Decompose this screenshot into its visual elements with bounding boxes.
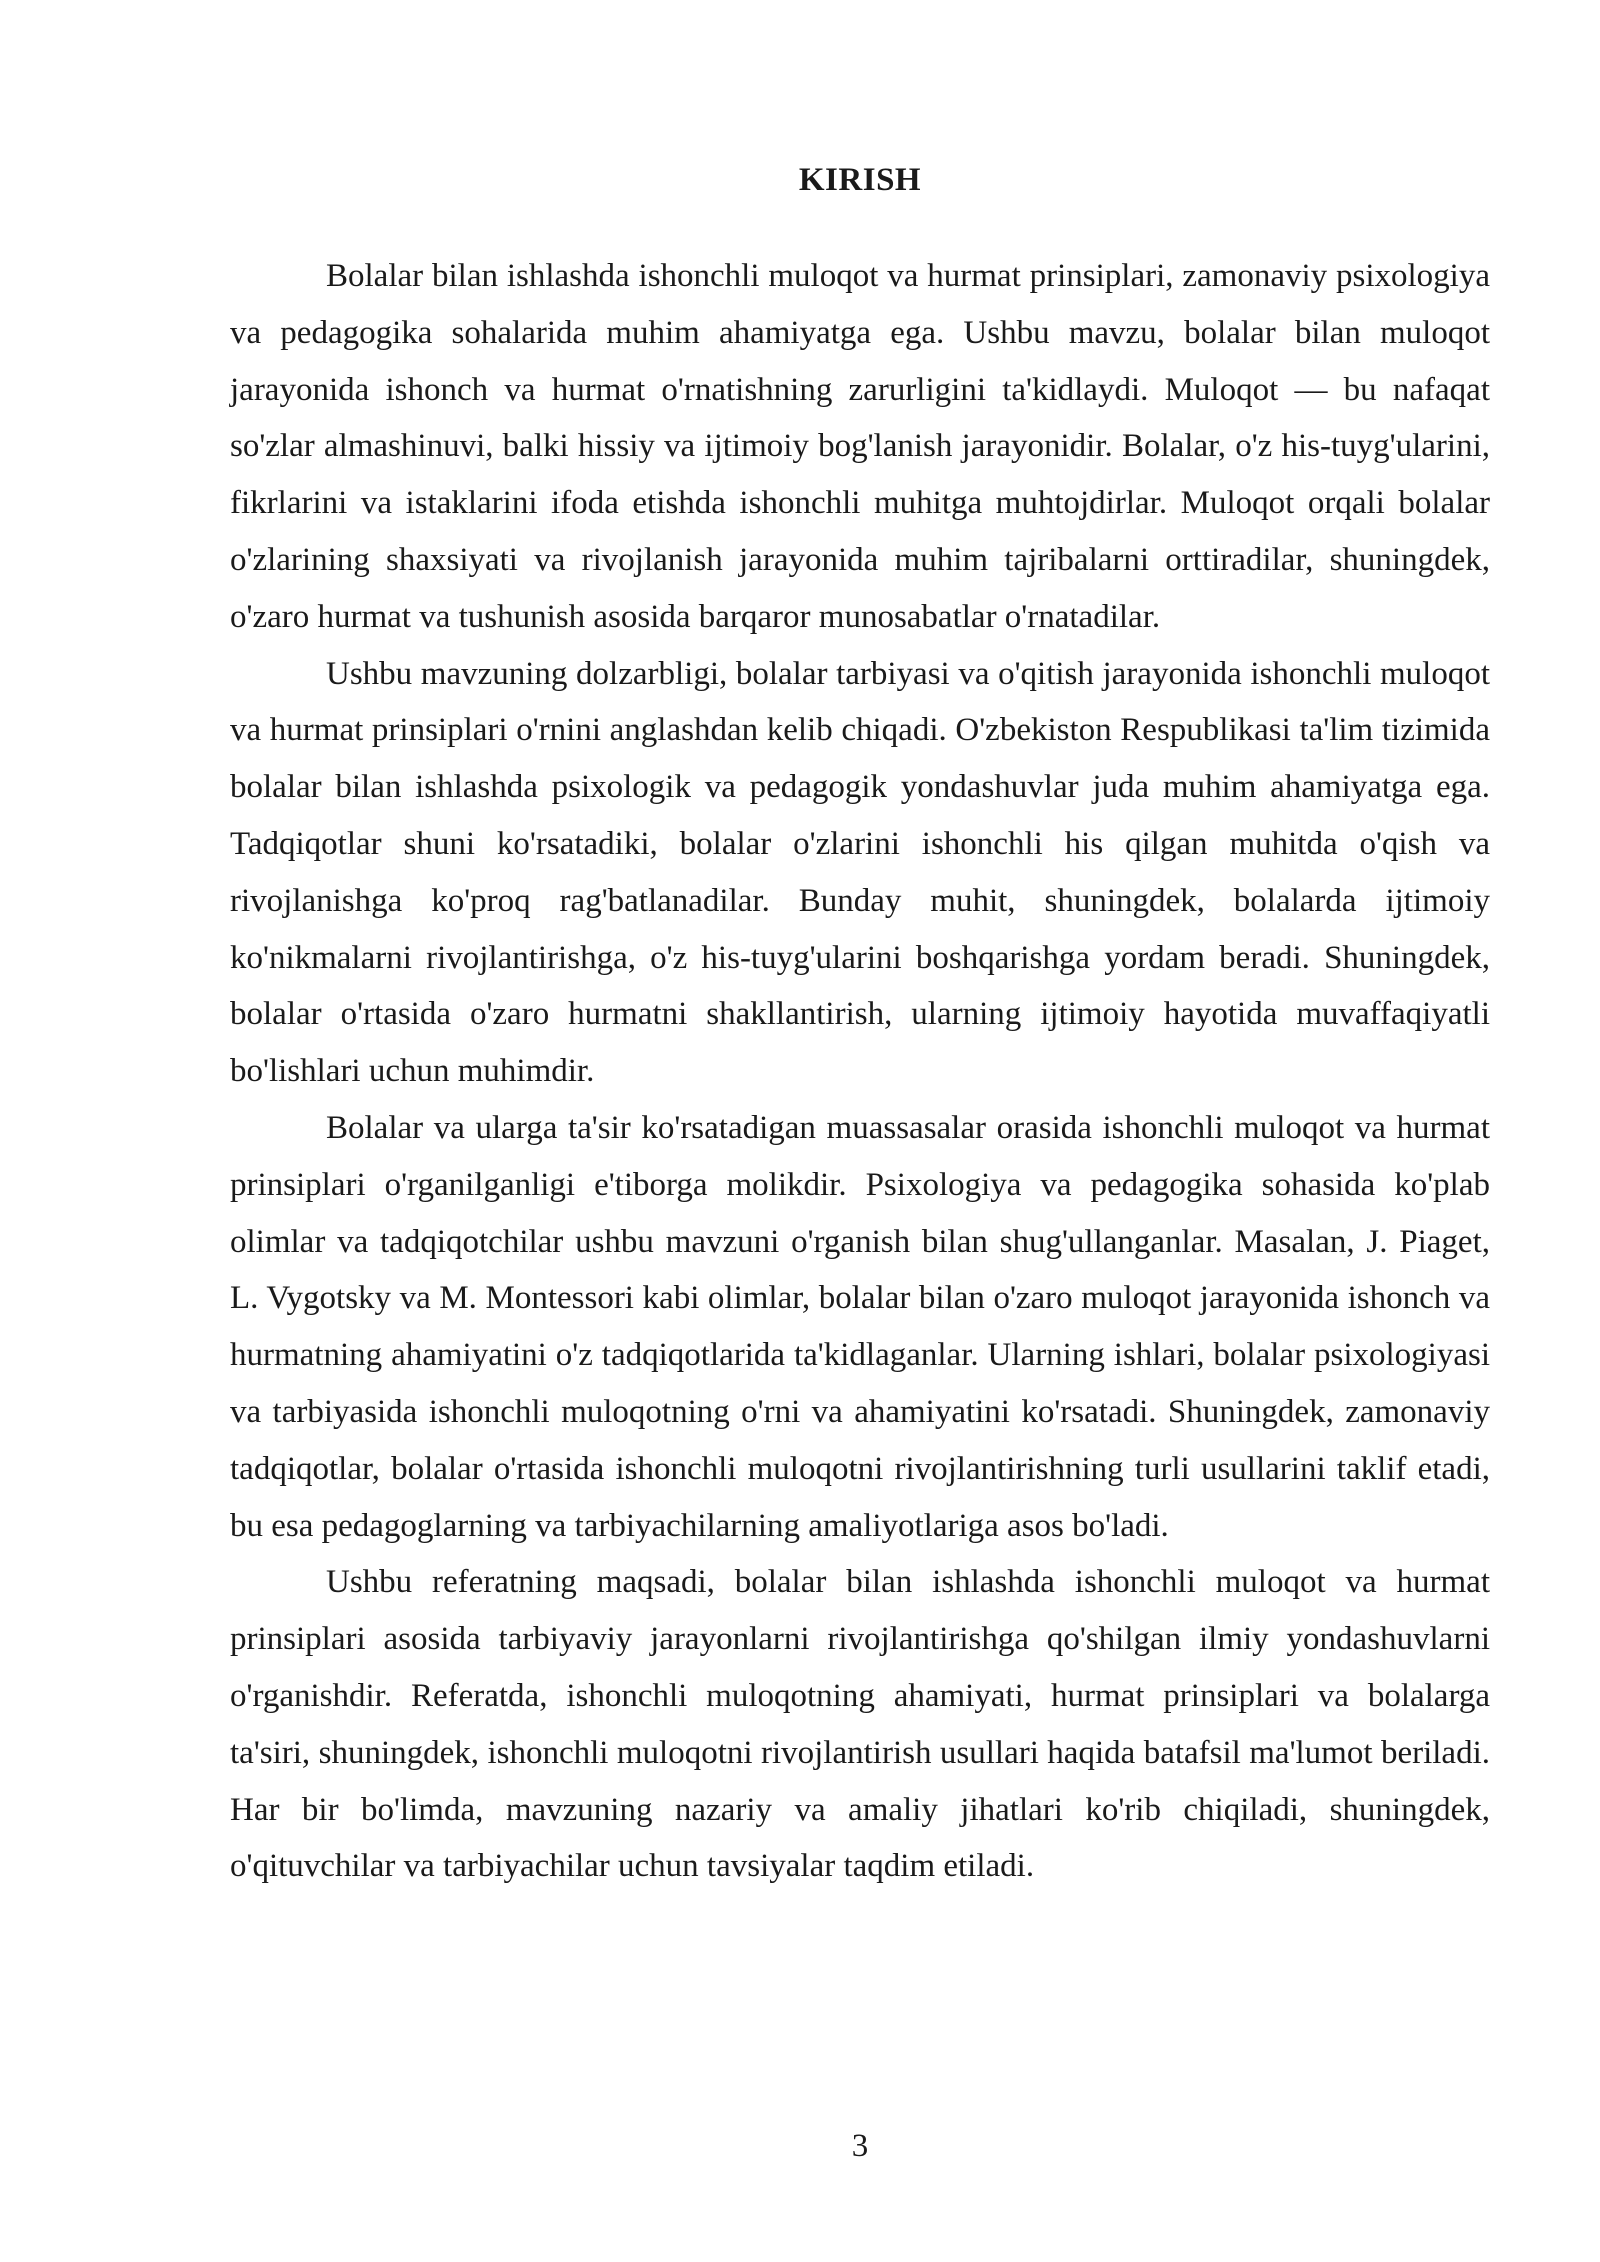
page-title: KIRISH bbox=[798, 162, 922, 198]
paragraph-1: Bolalar bilan ishlashda ishonchli muloqot va hurmat prinsiplari, zamonaviy psixologiya va pedagogika sohalarida muhim ahamiyatga ega. Ushbu mavzu, bolalar bilan muloqot jarayonida ishonch va hurmat o'rnatishning zarurligini ta'kidlaydi. Muloqot — bu nafaqat so'zlar almashinuvi, balki hissiy va ijtimoiy bog'lanish jarayonidir. Bolalar, o'z his-tuyg'ularini, fikrlarini va istaklarini ifoda etishda ishonchli muhitga muhtojdirlar. Muloqot orqali bolalar o'zlarining shaxsiyati va rivojlanish jarayonida muhim tajribalarni orttiradilar, shuningdek, o'zaro hurmat va tushunish asosida barqaror munosabatlar o'rnatadilar. bbox=[230, 258, 1490, 635]
page-number: 3 bbox=[851, 2128, 869, 2164]
paragraph-2: Ushbu mavzuning dolzarbligi, bolalar tarbiyasi va o'qitish jarayonida ishonchli muloqot va hurmat prinsiplari o'rnini anglashdan kelib chiqadi. O'zbekiston Respublikasi ta'lim tizimida bolalar bilan ishlashda psixologik va pedagogik yondashuvlar juda muhim ahamiyatga ega. Tadqiqotlar shuni ko'rsatadiki, bolalar o'zlarini ishonchli his qilgan muhitda o'qish va rivojlanishga ko'proq rag'batlanadilar. Bunday muhit, shuningdek, bolalarda ijtimoiy ko'nikmalarni rivojlantirishga, o'z his-tuyg'ularini boshqarishga yordam beradi. Shuningdek, bolalar o'rtasida o'zaro hurmatni shakllantirish, ularning ijtimoiy hayotida muvaffaqiyatli bo'lishlari uchun muhimdir. bbox=[230, 655, 1490, 1090]
paragraph-3: Bolalar va ularga ta'sir ko'rsatadigan muassasalar orasida ishonchli muloqot va hurmat prinsiplari o'rganilganligi e'tiborga molikdir. Psixologiya va pedagogika sohasida ko'plab olimlar va tadqiqotchilar ushbu mavzuni o'rganish bilan shug'ullanganlar. Masalan, J. Piaget, L. Vygotsky va M. Montessori kabi olimlar, bolalar bilan o'zaro muloqot jarayonida ishonch va hurmatning ahamiyatini o'z tadqiqotlarida ta'kidlaganlar. Ularning ishlari, bolalar psixologiyasi va tarbiyasida ishonchli muloqotning o'rni va ahamiyatini ko'rsatadi. Shuningdek, zamonaviy tadqiqotlar, bolalar o'rtasida ishonchli muloqotni rivojlantirishning turli usullarini taklif etadi, bu esa pedagoglarning va tarbiyachilarning amaliyotlariga asos bo'ladi. bbox=[230, 1109, 1490, 1544]
paragraph-4: Ushbu referatning maqsadi, bolalar bilan ishlashda ishonchli muloqot va hurmat prinsiplari asosida tarbiyaviy jarayonlarni rivojlantirishga qo'shilgan ilmiy yondashuvlarni o'rganishdir. Referatda, ishonchli muloqotning ahamiyati, hurmat prinsiplari va bolalarga ta'siri, shuningdek, ishonchli muloqotni rivojlantirish usullari haqida batafsil ma'lumot beriladi. Har bir bo'limda, mavzuning nazariy va amaliy jihatlari ko'rib chiqiladi, shuningdek, o'qituvchilar va tarbiyachilar uchun tavsiyalar taqdim etiladi. bbox=[230, 1564, 1490, 1885]
body-text bbox=[230, 248, 1490, 1895]
